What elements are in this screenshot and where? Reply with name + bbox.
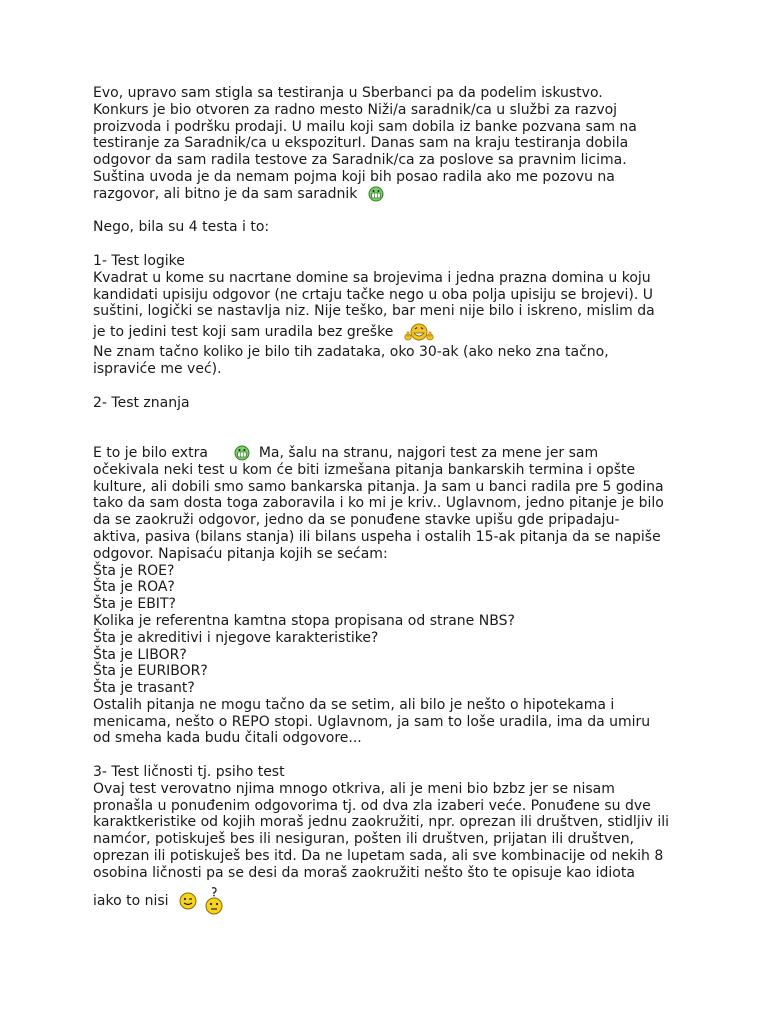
text-line: da se zaokruži odgovor, jedno da se ponuđene stavke upišu gde pripadaju-: [93, 512, 620, 529]
text-line: kandidati upisiju odgovor (ne crtaju tačke nego u oba polja upisiju se brojevi). U: [93, 286, 654, 303]
question-line: Šta je ROA?: [93, 579, 175, 596]
section-heading: 2- Test znanja: [93, 394, 190, 411]
text-line-with-emoticon: [93, 320, 713, 344]
question-line: Šta je EBIT?: [93, 596, 176, 613]
question-line: Šta je ROE?: [93, 562, 175, 579]
text-line: očekivala neki test u kom će biti izmešana pitanja bankarskih termina i opšte: [93, 461, 636, 478]
text-line: suštini, logički se nastavlja niz. Nije teško, bar meni nije bilo i iskreno, mislim da: [93, 303, 655, 320]
text-line: Evo, upravo sam stigla sa testiranja u Sberbanci pa da podelim iskustvo.: [93, 85, 603, 101]
text-line: menicama, nešto o REPO stopi. Uglavnom, ja sam to loše uradila, ima da umiru: [93, 713, 651, 730]
text-line: pronašla u ponuđenim odgovorima tj. od dva zla izaberi veće. Ponuđene su dve: [93, 797, 651, 814]
text-line: ispraviće me već).: [93, 360, 222, 377]
text-fragment: iako to nisi: [93, 892, 169, 909]
thumbs-up-laugh-emoticon-icon: [404, 321, 434, 343]
text-line: oprezan ili potiskuješ bes itd. Da ne lupetam sada, ali sve kombinacije od nekih 8: [93, 848, 664, 865]
section-heading: 3- Test ličnosti tj. psiho test: [93, 764, 285, 781]
text-fragment: Ma, šalu na stranu, najgori test za mene jer sam: [258, 444, 599, 461]
text-fragment: je to jedini test koji sam uradila bez greške: [93, 324, 394, 341]
text-line: aktiva, pasiva (bilans stanja) ili bilans uspeha i ostalih 15-ak pitanja da se napiše: [93, 528, 661, 545]
question-line: Šta je trasant?: [93, 680, 195, 697]
grin-emoticon-icon: [234, 445, 250, 461]
text-line: odgovor da sam radila testove za Saradnik/ca za poslove sa pravnim licima.: [93, 152, 627, 169]
text-line: Ovaj test verovatno njima mnogo otkriva, ali je meni bio bzbz jer se nisam: [93, 780, 615, 797]
text-line-with-emoticon: [93, 882, 713, 912]
text-line: osobina ličnosti pa se desi da moraš zaokružiti nešto što te opisuje kao idiota: [93, 864, 635, 881]
question-line: Kolika je referentna kamtna stopa propisana od strane NBS?: [93, 612, 515, 629]
text-line: Nego, bila su 4 testa i to:: [93, 219, 270, 236]
text-line: proizvoda i podršku prodaji. U mailu koji sam dobila iz banke pozvana sam na: [93, 118, 637, 135]
text-line: Ostalih pitanja ne mogu tačno da se setim, ali bilo je nešto o hipotekama i: [93, 696, 615, 713]
text-line: odgovor. Napisaću pitanja kojih se sećam:: [93, 545, 388, 562]
text-line: Ne znam tačno koliko je bilo tih zadataka, oko 30-ak (ako neko zna tačno,: [93, 344, 609, 361]
text-line: Suština uvoda je da nemam pojma koji bih posao radila ako me pozovu na: [93, 168, 615, 185]
confused-emoticon-icon: [204, 886, 224, 916]
text-fragment: razgovor, ali bitno je da sam saradnik: [93, 185, 358, 202]
text-line: Konkurs je bio otvoren za radno mesto Niži/a saradnik/ca u službi za razvoj: [93, 101, 618, 118]
text-line: kulture, ali dobili smo samo bankarska pitanja. Ja sam u banci radila pre 5 godina: [93, 478, 664, 495]
post-body: [93, 85, 713, 912]
question-line: Šta je akreditivi i njegove karakteristike?: [93, 629, 379, 646]
text-line: karaktkeristike od kojih moraš jednu zaokružiti, npr. oprezan ili društven, stidljiv ili: [93, 814, 669, 831]
section-heading: 1- Test logike: [93, 252, 185, 269]
text-line-with-emoticon: [93, 186, 713, 203]
grin-emoticon-icon: [368, 186, 384, 202]
text-line-with-emoticon: [93, 445, 713, 462]
text-line: namćor, potiskuješ bes ili nesiguran, pošten ili društven, prijatan ili društven,: [93, 831, 635, 848]
text-line: tako da sam dosta toga zaboravila i ko mi je kriv.. Uglavnom, jedno pitanje je bilo: [93, 495, 664, 512]
question-line: Šta je LIBOR?: [93, 646, 187, 663]
text-line: od smeha kada budu čitali odgovore...: [93, 730, 362, 747]
text-fragment: E to je bilo extra: [93, 444, 208, 461]
text-line: Kvadrat u kome su nacrtane domine sa brojevima i jedna prazna domina u koju: [93, 269, 651, 286]
text-line: testiranje za Saradnik/ca u ekspoziturI. Danas sam na kraju testiranja dobila: [93, 135, 629, 152]
question-line: Šta je EURIBOR?: [93, 663, 208, 680]
wink-emoticon-icon: [179, 892, 197, 910]
